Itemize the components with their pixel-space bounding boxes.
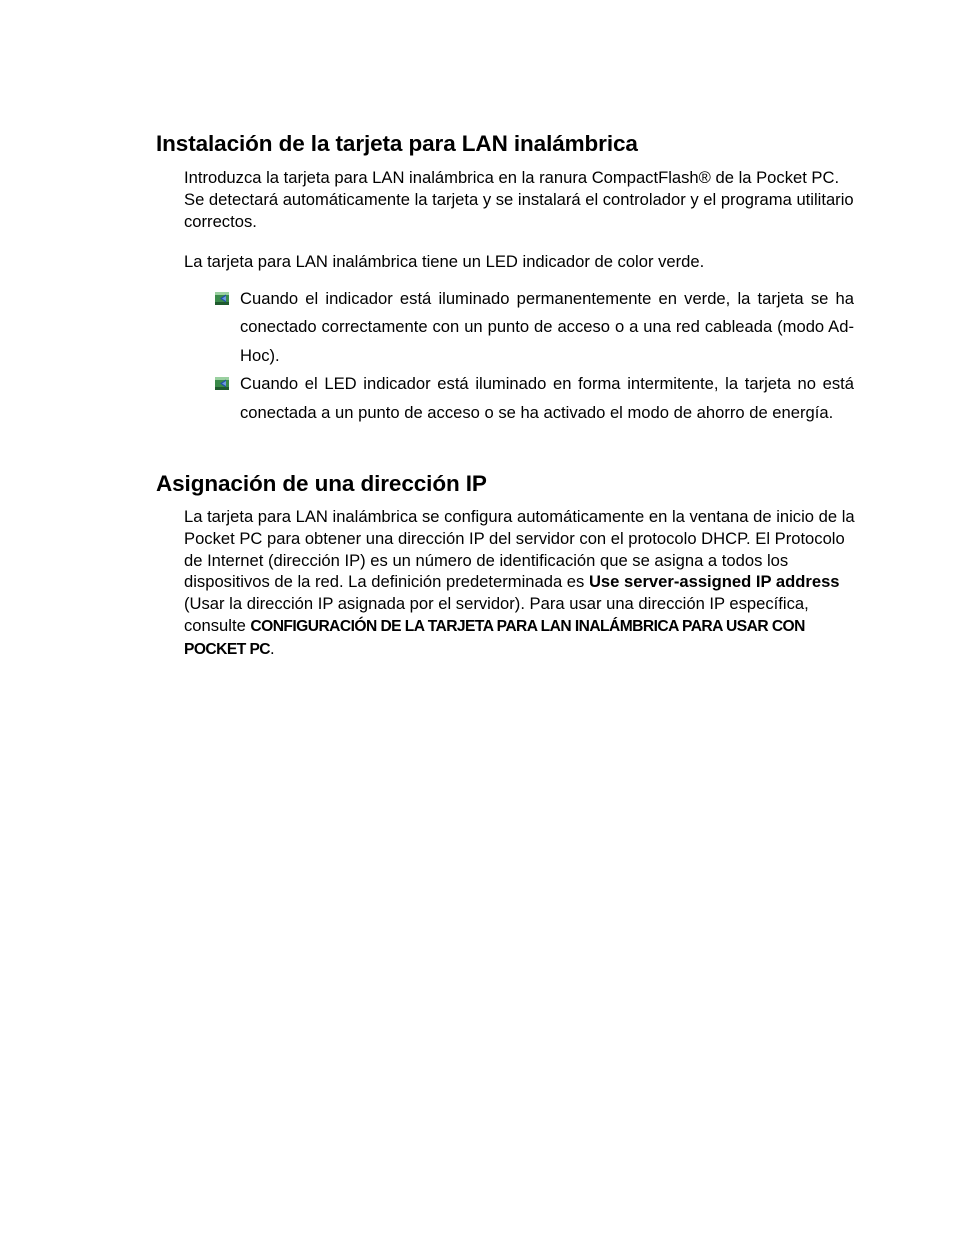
green-led-bullet-icon xyxy=(215,377,229,390)
list-item xyxy=(214,285,854,370)
cross-reference-link[interactable]: CONFIGURACIÓN DE LA TARJETA PARA LAN INALÁMBRICA PARA USAR CON POCKET PC xyxy=(184,617,805,658)
installation-paragraph: Introduzca la tarjeta para LAN inalámbrica en la ranura CompactFlash® de la Pocket PC. Se detectará automáticamente la tarjeta y se instalará el controlador y el programa utilitario correctos. xyxy=(184,168,854,231)
paragraph-period: . xyxy=(270,638,275,658)
led-description-paragraph: La tarjeta para LAN inalámbrica tiene un LED indicador de color verde. xyxy=(184,252,705,271)
bullet-text: Cuando el indicador está iluminado permanentemente en verde, la tarjeta se ha conectado correctamente con un punto de acceso o a una red cableada (modo Ad-Hoc). xyxy=(240,289,854,365)
led-status-list xyxy=(214,285,854,427)
section-heading-installation: Instalación de la tarjeta para LAN inalámbrica xyxy=(156,131,638,156)
paragraph-text: La tarjeta para LAN inalámbrica se configura automáticamente en la ventana de inicio de la Pocket PC para obtener una dirección IP del servidor con el protocolo DHCP. El Protocolo de Internet (dirección IP) es un número de identificación que se asigna a todos los dispositivos de la red. La definición predeterminada es xyxy=(184,507,855,592)
default-setting-label: Use server-assigned IP address xyxy=(588,572,840,592)
paragraph-text: (Usar la dirección IP asignada por el servidor). Para usar una dirección IP específica, consulte xyxy=(184,594,809,635)
ip-assignment-paragraph xyxy=(184,506,856,661)
section-heading-ip-assignment: Asignación de una dirección IP xyxy=(156,471,487,496)
green-led-bullet-icon xyxy=(215,292,229,305)
bullet-text: Cuando el LED indicador está iluminado en forma intermitente, la tarjeta no está conectada a un punto de acceso o se ha activado el modo de ahorro de energía. xyxy=(240,374,854,422)
list-item xyxy=(214,370,854,427)
